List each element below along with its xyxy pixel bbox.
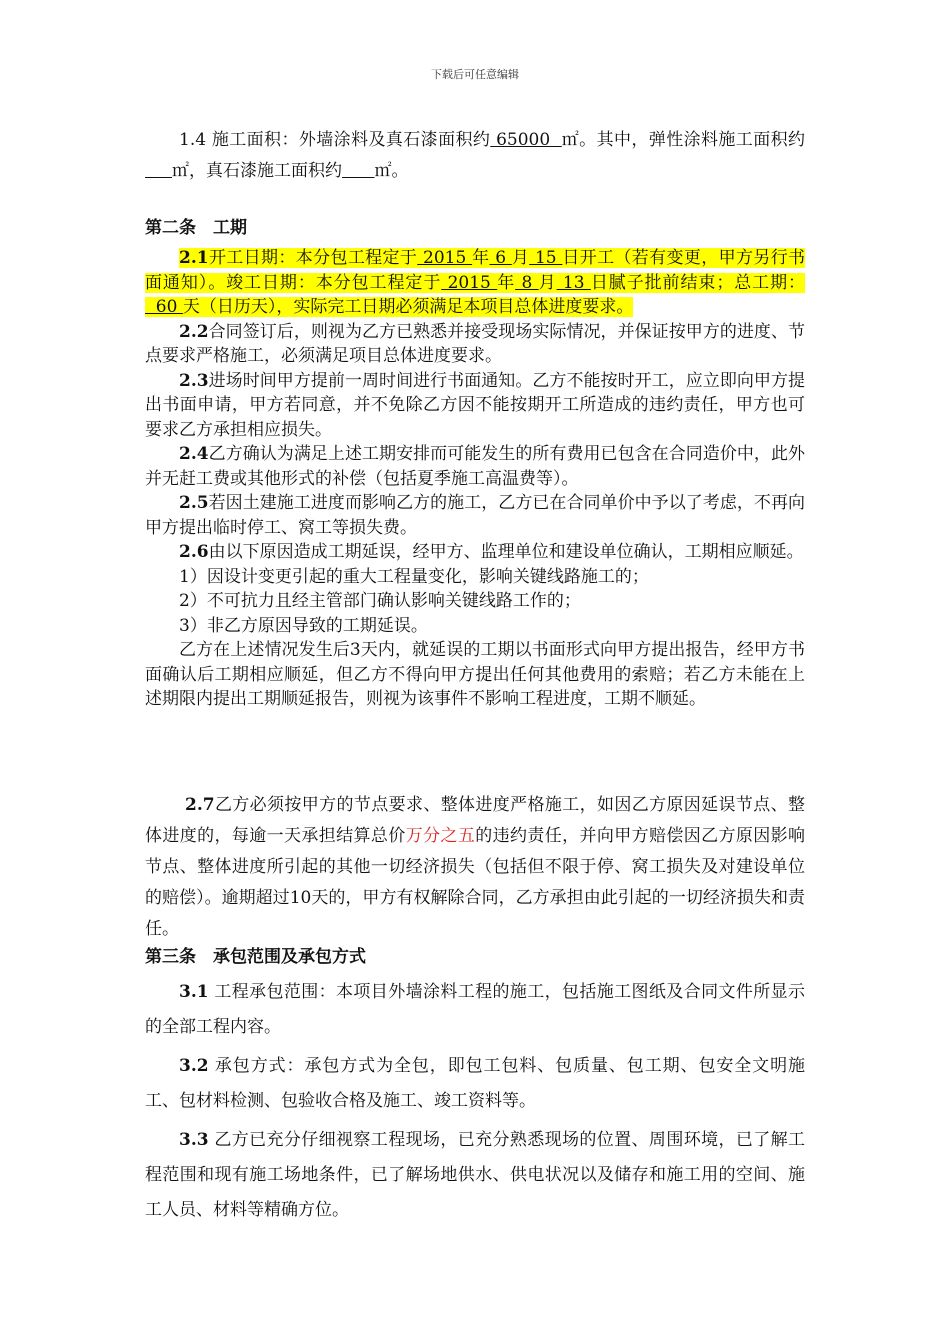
end-month: 8: [515, 272, 539, 293]
start-month: 6: [489, 248, 512, 268]
clause-3-3: 3.3 乙方已充分仔细视察工程现场，已充分熟悉现场的位置、周围环境，已了解工程范围和现有施工场地条件，已了解场地供水、供电状况以及储存和施工用的空间、施工人员、材料等精确方位。: [145, 1130, 805, 1220]
delay-report-paragraph: 乙方在上述情况发生后3天内，就延误的工期以书面形式向甲方提出报告，经甲方书面确认后工期相应顺延，但乙方不得向甲方提出任何其他费用的索赔；若乙方未能在上述期限内提出工期顺延报告，则视为该事件不影响工程进度，工期不顺延。: [145, 640, 805, 709]
clause-2-5: 2.5若因土建施工进度而影响乙方的施工，乙方已在合同单价中予以了考虑，不再向甲方提出临时停工、窝工等损失费。: [145, 493, 805, 538]
end-year: 2015: [441, 272, 498, 293]
article-3-heading: 第三条 承包范围及承包方式: [145, 947, 366, 967]
clause-2-3: 2.3进场时间甲方提前一周时间进行书面通知。乙方不能按时开工，应立即向甲方提出书面申请，甲方若同意，并不免除乙方因不能按期开工所造成的违约责任，甲方也可要求乙方承担相应损失。: [145, 370, 805, 440]
clause-3-2: 3.2 承包方式：承包方式为全包，即包工包料、包质量、包工期、包安全文明施工、包材料检测、包验收合格及施工、竣工资料等。: [145, 1056, 805, 1111]
list-item: 1）因设计变更引起的重大工程量变化，影响关键线路施工的；: [179, 566, 649, 587]
page-header: 下载后可任意编辑: [431, 68, 519, 81]
clause-2-4: 2.4乙方确认为满足上述工期安排而可能发生的所有费用已包含在合同造价中，此外并无赶工费或其他形式的补偿（包括夏季施工高温费等）。: [145, 444, 805, 489]
total-duration: 60: [145, 297, 183, 317]
article-2-heading: 第二条 工期: [145, 218, 247, 238]
start-year: 2015: [417, 248, 473, 268]
end-day: 13: [556, 272, 591, 293]
clause-1-4: 1.4 施工面积：外墙涂料及真石漆面积约 65000 ㎡。其中，弹性涂料施工面积约 ㎡，真石漆施工面积约 ㎡。: [145, 125, 805, 187]
list-item: 2）不可抗力且经主管部门确认影响关键线路工作的；: [179, 591, 581, 611]
start-day: 15: [529, 248, 563, 268]
clause-3-1: 3.1 工程承包范围：本项目外墙涂料工程的施工，包括施工图纸及合同文件所显示的全部工程内容。: [145, 982, 805, 1037]
clause-2-7: 2.7乙方必须按甲方的节点要求、整体进度严格施工，如因乙方原因延误节点、整体进度的，每逾一天承担结算总价万分之五的违约责任，并向甲方赔偿因乙方原因影响节点、整体进度所引起的其他一切经济损失（包括但不限于停、窝工损失及对建设单位的赔偿）。逾期超过10天的，甲方有权解除合同，乙方承担由此引起的一切经济损失和责任。: [145, 795, 806, 939]
elastic-area-blank: [145, 161, 172, 181]
clause-number: 1.4: [179, 130, 207, 150]
clause-2-1: 2.1开工日期：本分包工程定于 2015 年 6 月 15 日开工（若有变更，甲方另行书面通知）。竣工日期：本分包工程定于 2015 年 8 月 13 日腻子批前结束；总工期： 60 天（日历天），实际完工日期必须满足本项目总体进度要求。: [145, 248, 806, 317]
article-2-body: [145, 246, 805, 712]
clause-2-6: 2.6由以下原因造成工期延误，经甲方、监理单位和建设单位确认，工期相应顺延。: [179, 542, 804, 562]
total-area-value: 65000: [490, 130, 562, 150]
clause-2-2: 2.2合同签订后，则视为乙方已熟悉并接受现场实际情况，并保证按甲方的进度、节点要求严格施工，必须满足项目总体进度要求。: [145, 321, 805, 366]
article-3-body: [145, 975, 805, 1228]
penalty-rate: 万分之五: [405, 826, 476, 846]
stone-paint-area-blank: [342, 161, 374, 181]
list-item: 3）非乙方原因导致的工期延误。: [179, 615, 428, 636]
